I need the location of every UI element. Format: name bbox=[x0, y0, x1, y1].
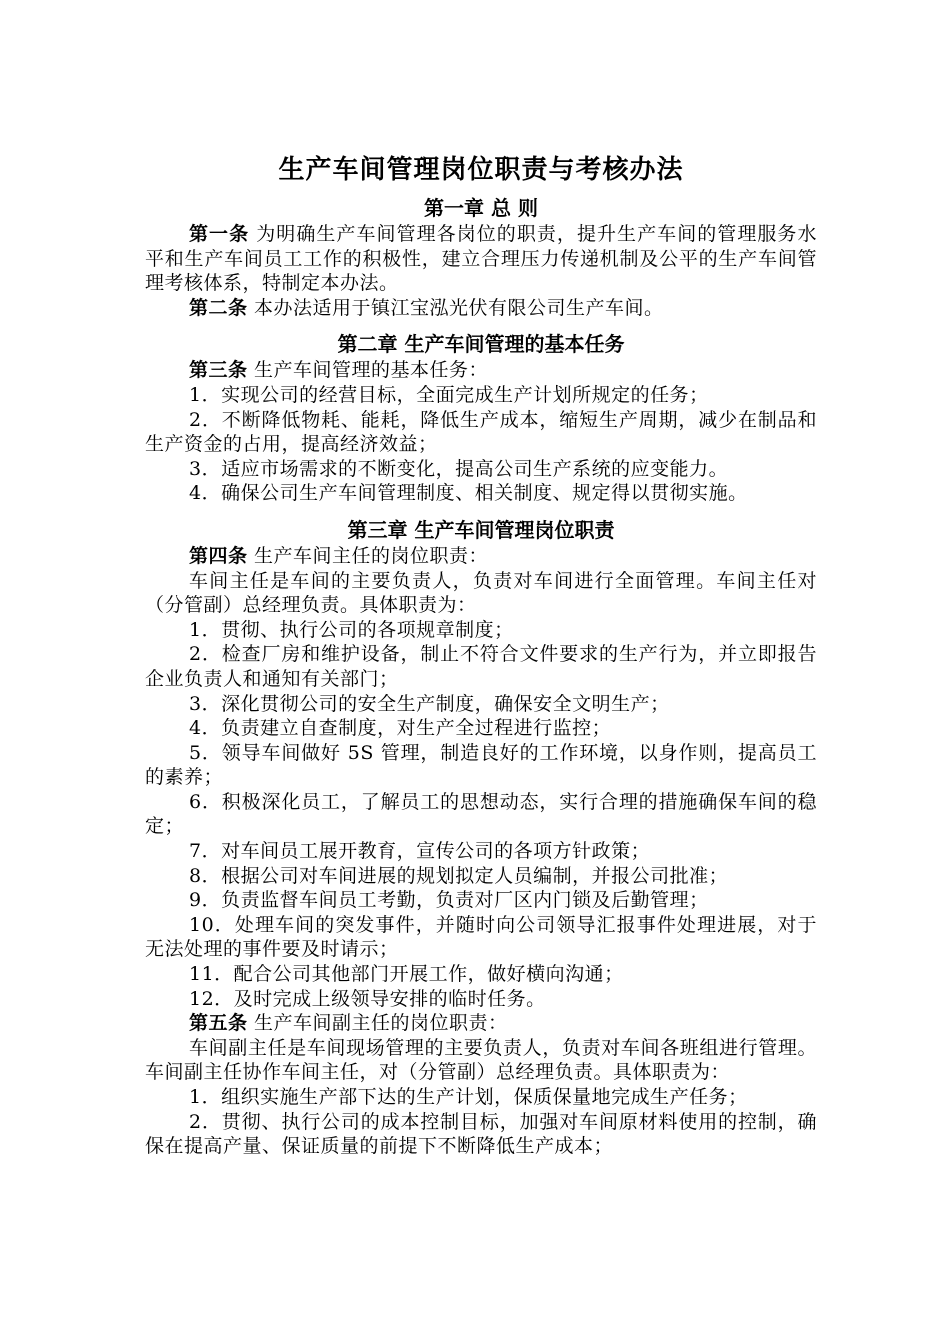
paragraph-text: 2．不断降低物耗、能耗，降低生产成本，缩短生产周期，减少在制品和生产资金的占用，提高经济效益； bbox=[145, 408, 817, 456]
paragraph-text: 5．领导车间做好 5S 管理，制造良好的工作环境，以身作则，提高员工的素养； bbox=[145, 741, 817, 789]
chapter-heading: 第一章 总 则 bbox=[424, 196, 538, 220]
list-item bbox=[145, 987, 817, 1012]
paragraph-text: 生产车间主任的岗位职责： bbox=[247, 544, 489, 567]
list-item bbox=[145, 1036, 817, 1085]
article-paragraph bbox=[145, 544, 817, 569]
list-item bbox=[145, 839, 817, 864]
paragraph-text: 2．贯彻、执行公司的成本控制目标，加强对车间原材料使用的控制，确保在提高产量、保证质量的前提下不断降低生产成本； bbox=[145, 1110, 817, 1158]
paragraph-text: 11．配合公司其他部门开展工作，做好横向沟通； bbox=[189, 963, 624, 986]
list-item bbox=[145, 457, 817, 482]
list-item bbox=[145, 790, 817, 839]
paragraph-text: 3．深化贯彻公司的安全生产制度，确保安全文明生产； bbox=[189, 692, 670, 715]
list-item bbox=[145, 741, 817, 790]
document-body bbox=[145, 194, 817, 1159]
document-page bbox=[145, 152, 817, 1159]
chapter-heading: 第三章 生产车间管理岗位职责 bbox=[347, 517, 615, 542]
paragraph-text: 1．组织实施生产部下达的生产计划，保质保量地完成生产任务； bbox=[189, 1086, 748, 1108]
paragraph-text: 3．适应市场需求的不断变化，提高公司生产系统的应变能力。 bbox=[189, 457, 729, 480]
article-paragraph bbox=[145, 222, 817, 296]
paragraph-text: 1．贯彻、执行公司的各项规章制度； bbox=[189, 618, 514, 641]
paragraph-text: 1．实现公司的经营目标，全面完成生产计划所规定的任务； bbox=[189, 383, 709, 406]
chapter-heading: 第二章 生产车间管理的基本任务 bbox=[337, 332, 625, 357]
list-item bbox=[145, 383, 817, 408]
list-item bbox=[145, 481, 817, 506]
paragraph-text: 9．负责监督车间员工考勤，负责对厂区内门锁及后勤管理； bbox=[189, 889, 709, 912]
list-item bbox=[145, 1085, 817, 1110]
paragraph-text: 4．负责建立自查制度，对生产全过程进行监控； bbox=[189, 717, 612, 740]
paragraph-text: 为明确生产车间管理各岗位的职责，提升生产车间的管理服务水平和生产车间员工工作的积极性，建立合理压力传递机制及公平的生产车间管理考核体系，特制定本办法。 bbox=[145, 223, 817, 295]
article-number: 第五条 bbox=[189, 1012, 248, 1035]
list-item bbox=[145, 962, 817, 987]
article-paragraph bbox=[145, 358, 817, 383]
list-item bbox=[145, 888, 817, 913]
list-item bbox=[145, 913, 817, 962]
list-item bbox=[145, 692, 817, 717]
list-item bbox=[145, 618, 817, 643]
paragraph-text: 生产车间副主任的岗位职责： bbox=[247, 1012, 508, 1035]
paragraph-text: 2．检查厂房和维护设备，制止不符合文件要求的生产行为，并立即报告企业负责人和通知有关部门； bbox=[145, 643, 817, 690]
article-number: 第四条 bbox=[189, 544, 248, 567]
paragraph-text: 10．处理车间的突发事件，并随时向公司领导汇报事件处理进展，对于无法处理的事件要及时请示； bbox=[145, 913, 817, 961]
paragraph-text: 7．对车间员工展开教育，宣传公司的各项方针政策； bbox=[189, 840, 651, 863]
article-number: 第二条 bbox=[189, 296, 248, 319]
list-item bbox=[145, 569, 817, 618]
paragraph-text: 4．确保公司生产车间管理制度、相关制度、规定得以贯彻实施。 bbox=[189, 482, 748, 505]
list-item bbox=[145, 1110, 817, 1159]
list-item bbox=[145, 408, 817, 457]
paragraph-text: 6．积极深化员工，了解员工的思想动态，实行合理的措施确保车间的稳定； bbox=[145, 790, 817, 838]
paragraph-text: 8．根据公司对车间进展的规划拟定人员编制，并报公司批准； bbox=[189, 864, 729, 887]
list-item bbox=[145, 716, 817, 741]
article-number: 第一条 bbox=[189, 223, 250, 245]
paragraph-text: 生产车间管理的基本任务： bbox=[247, 359, 489, 382]
list-item bbox=[145, 642, 817, 691]
article-paragraph bbox=[145, 1011, 817, 1036]
paragraph-text: 本办法适用于镇江宝泓光伏有限公司生产车间。 bbox=[247, 296, 664, 319]
paragraph-text: 12．及时完成上级领导安排的临时任务。 bbox=[189, 987, 546, 1010]
article-paragraph bbox=[145, 296, 817, 321]
document-title: 生产车间管理岗位职责与考核办法 bbox=[278, 155, 684, 185]
list-item bbox=[145, 864, 817, 889]
paragraph-text: 车间副主任是车间现场管理的主要负责人，负责对车间各班组进行管理。车间副主任协作车间主任，对（分管副）总经理负责。具体职责为： bbox=[145, 1036, 817, 1084]
paragraph-text: 车间主任是车间的主要负责人，负责对车间进行全面管理。车间主任对（分管副）总经理负责。具体职责为： bbox=[145, 569, 817, 617]
article-number: 第三条 bbox=[189, 359, 248, 382]
